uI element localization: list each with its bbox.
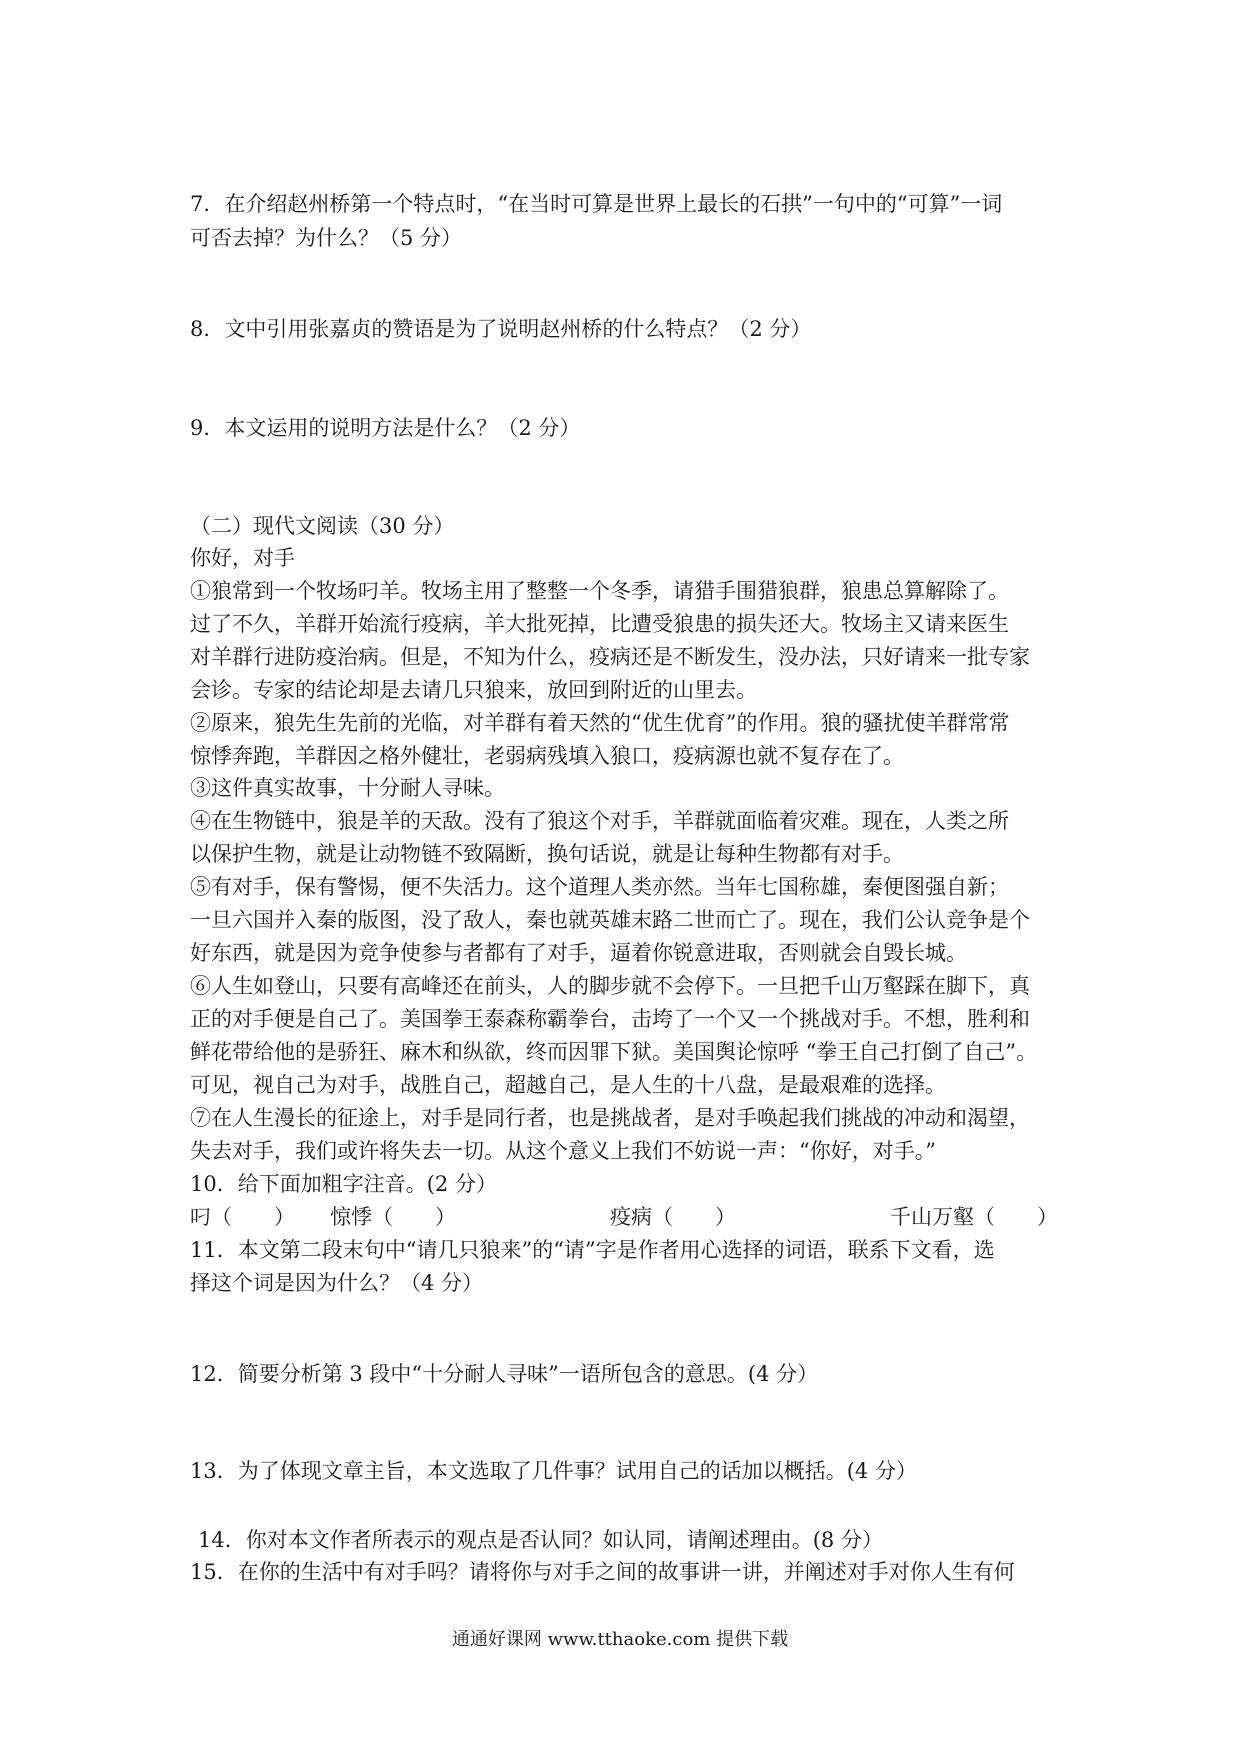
paragraph-line: 会诊。专家的结论却是去请几只狼来，放回到附近的山里去。 (190, 678, 757, 702)
page-footer: 通通好课网 www.tthaoke.com 提供下载 (451, 1629, 789, 1650)
paragraph-line: ⑦在人生漫长的征途上，对手是同行者，也是挑战者，是对手唤起我们挑战的冲动和渴望， (190, 1106, 1030, 1130)
pinyin-blank[interactable]: 千山万壑（ ） (890, 1205, 1058, 1229)
question-11-line-2: 择这个词是因为什么？（4 分） (190, 1271, 484, 1295)
question-9: 9．本文运用的说明方法是什么？（2 分） (190, 416, 581, 440)
question-15: 15．在你的生活中有对手吗？请将你与对手之间的故事讲一讲，并阐述对手对你人生有何 (190, 1560, 1015, 1584)
question-7-line-1: 7．在介绍赵州桥第一个特点时，“在当时可算是世界上最长的石拱”一句中的“可算”一词 (190, 192, 1003, 216)
question-11-line-1: 11．本文第二段末句中“请几只狼来”的“请”字是作者用心选择的词语，联系下文看，选 (190, 1238, 995, 1262)
question-10-prompt: 10．给下面加粗字注音。(2 分） (190, 1172, 497, 1196)
paragraph-line: 好东西，就是因为竞争使参与者都有了对手，逼着你锐意进取，否则就会自毁长城。 (190, 941, 967, 965)
paragraph-line: ②原来，狼先生先前的光临，对羊群有着天然的“优生优育”的作用。狼的骚扰使羊群常常 (190, 711, 1010, 735)
paragraph-line: 可见，视自己为对手，战胜自己，超越自己，是人生的十八盘，是最艰难的选择。 (190, 1073, 946, 1097)
paragraph-line: 鲜花带给他的是骄狂、麻木和纵欲，终而因罪下狱。美国舆论惊呼 “拳王自己打倒了自己”。 (190, 1040, 1038, 1064)
paragraph-line: ③这件真实故事，十分耐人寻味。 (190, 776, 505, 800)
section-heading: （二）现代文阅读（30 分） (190, 514, 455, 538)
article-title: 你好，对手 (190, 546, 295, 570)
paragraph-line: ⑤有对手，保有警惕，便不失活力。这个道理人类亦然。当年七国称雄，秦便图强自新； (190, 875, 1009, 899)
question-7-line-2: 可否去掉？为什么？（5 分） (190, 226, 463, 250)
question-8: 8．文中引用张嘉贞的赞语是为了说明赵州桥的什么特点？（2 分） (190, 317, 812, 341)
pinyin-blank[interactable]: 疫病（ ） (610, 1205, 736, 1229)
pinyin-blank[interactable]: 叼（ ） (190, 1205, 295, 1229)
paragraph-line: 过了不久，羊群开始流行疫病，羊大批死掉，比遭受狼患的损失还大。牧场主又请来医生 (190, 612, 1009, 636)
paragraph-line: ⑥人生如登山，只要有高峰还在前头，人的脚步就不会停下。一旦把千山万壑踩在脚下，真 (190, 974, 1030, 998)
paragraph-line: ④在生物链中，狼是羊的天敌。没有了狼这个对手，羊群就面临着灾难。现在，人类之所 (190, 809, 1009, 833)
paragraph-line: 一旦六国并入秦的版图，没了敌人，秦也就英雄末路二世而亡了。现在，我们公认竞争是个 (190, 908, 1030, 932)
paragraph-line: 失去对手，我们或许将失去一切。从这个意义上我们不妨说一声：“你好，对手。” (190, 1139, 936, 1163)
paragraph-line: 对羊群行进防疫治病。但是，不知为什么，疫病还是不断发生，没办法，只好请来一批专家 (190, 645, 1030, 669)
question-13: 13．为了体现文章主旨，本文选取了几件事？试用自己的话加以概括。(4 分） (190, 1459, 917, 1483)
paragraph-line: 以保护生物，就是让动物链不致隔断，换句话说，就是让每种生物都有对手。 (190, 842, 904, 866)
paragraph-line: 惊悸奔跑，羊群因之格外健壮，老弱病残填入狼口，疫病源也就不复存在了。 (190, 744, 904, 768)
pinyin-blank[interactable]: 惊悸（ ） (330, 1205, 456, 1229)
question-14: 14．你对本文作者所表示的观点是否认同？如认同，请阐述理由。(8 分） (198, 1528, 883, 1552)
paragraph-line: 正的对手便是自己了。美国拳王泰森称霸拳台，击垮了一个又一个挑战对手。不想，胜利和 (190, 1007, 1030, 1031)
pinyin-answer-row (190, 1201, 1060, 1235)
question-12: 12．简要分析第 3 段中“十分耐人寻味”一语所包含的意思。(4 分） (190, 1362, 819, 1386)
paragraph-line: ①狼常到一个牧场叼羊。牧场主用了整整一个冬季，请猎手围猎狼群，狼患总算解除了。 (190, 579, 1009, 603)
